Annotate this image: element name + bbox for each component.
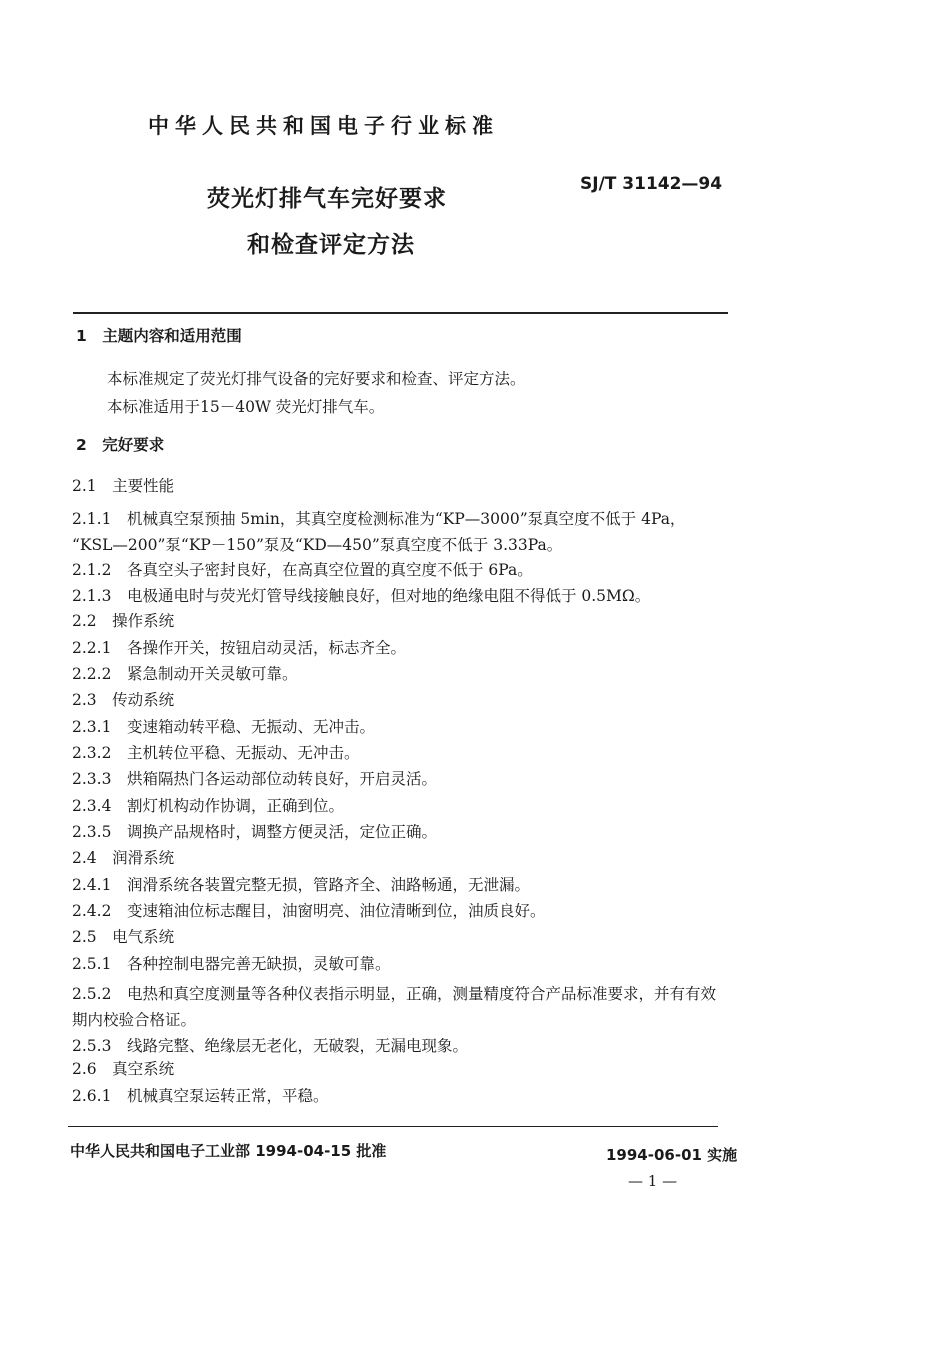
document-title-line1: 荧光灯排气车完好要求 — [207, 186, 447, 212]
subsection-heading: 2.3 传动系统 — [72, 691, 175, 709]
clause: 2.3.2 主机转位平稳、无振动、无冲击。 — [72, 744, 360, 762]
clause: 2.1.3 电极通电时与荧光灯管导线接触良好，但对地的绝缘电阻不得低于 0.5MΩ。 — [72, 587, 651, 605]
effective-date: 1994-06-01 实施 — [606, 1146, 738, 1164]
clause: 2.5.1 各种控制电器完善无缺损，灵敏可靠。 — [72, 955, 391, 973]
clause-continuation: “KSL—200”泵“KP－150”泵及“KD—450”泵真空度不低于 3.33Pa。 — [72, 536, 563, 554]
section-heading: 1 主题内容和适用范围 — [76, 327, 242, 345]
clause: 2.4.1 润滑系统各装置完整无损，管路齐全、油路畅通，无泄漏。 — [72, 876, 530, 894]
clause: 2.1.2 各真空头子密封良好，在高真空位置的真空度不低于 6Pa。 — [72, 561, 533, 579]
subsection-heading: 2.2 操作系统 — [72, 612, 175, 630]
clause: 2.2.2 紧急制动开关灵敏可靠。 — [72, 665, 298, 683]
subsection-heading: 2.4 润滑系统 — [72, 849, 175, 867]
header-divider — [73, 312, 728, 314]
paragraph: 本标准适用于15－40W 荧光灯排气车。 — [107, 398, 385, 416]
clause: 2.4.2 变速箱油位标志醒目，油窗明亮、油位清晰到位，油质良好。 — [72, 902, 546, 920]
subsection-heading: 2.5 电气系统 — [72, 928, 175, 946]
clause: 2.5.3 线路完整、绝缘层无老化，无破裂，无漏电现象。 — [72, 1037, 468, 1055]
approval-statement: 中华人民共和国电子工业部 1994-04-15 批准 — [70, 1142, 387, 1160]
document-title-line2: 和检查评定方法 — [247, 232, 415, 258]
footer-divider — [68, 1126, 718, 1127]
subsection-heading: 2.1 主要性能 — [72, 477, 175, 495]
standard-code: SJ/T 31142—94 — [580, 174, 723, 194]
clause: 2.3.4 割灯机构动作协调，正确到位。 — [72, 797, 344, 815]
clause: 2.2.1 各操作开关，按钮启动灵活，标志齐全。 — [72, 639, 406, 657]
clause: 2.5.2 电热和真空度测量等各种仪表指示明显，正确，测量精度符合产品标准要求，并有有效 — [72, 985, 716, 1003]
clause: 2.3.3 烘箱隔热门各运动部位动转良好，开启灵活。 — [72, 770, 437, 788]
subsection-heading: 2.6 真空系统 — [72, 1060, 175, 1078]
clause: 2.3.1 变速箱动转平稳、无振动、无冲击。 — [72, 718, 375, 736]
clause: 2.6.1 机械真空泵运转正常，平稳。 — [72, 1087, 329, 1105]
clause: 2.1.1 机械真空泵预抽 5min，其真空度检测标准为“KP—3000”泵真空度不低于 4Pa， — [72, 510, 686, 528]
clause: 2.3.5 调换产品规格时，调整方便灵活，定位正确。 — [72, 823, 437, 841]
page-number: — 1 — — [628, 1172, 678, 1190]
section-heading: 2 完好要求 — [76, 436, 165, 454]
clause-continuation: 期内校验合格证。 — [72, 1011, 197, 1029]
paragraph: 本标准规定了荧光灯排气设备的完好要求和检查、评定方法。 — [107, 370, 526, 388]
issuing-organization: 中华人民共和国电子行业标准 — [148, 114, 499, 138]
